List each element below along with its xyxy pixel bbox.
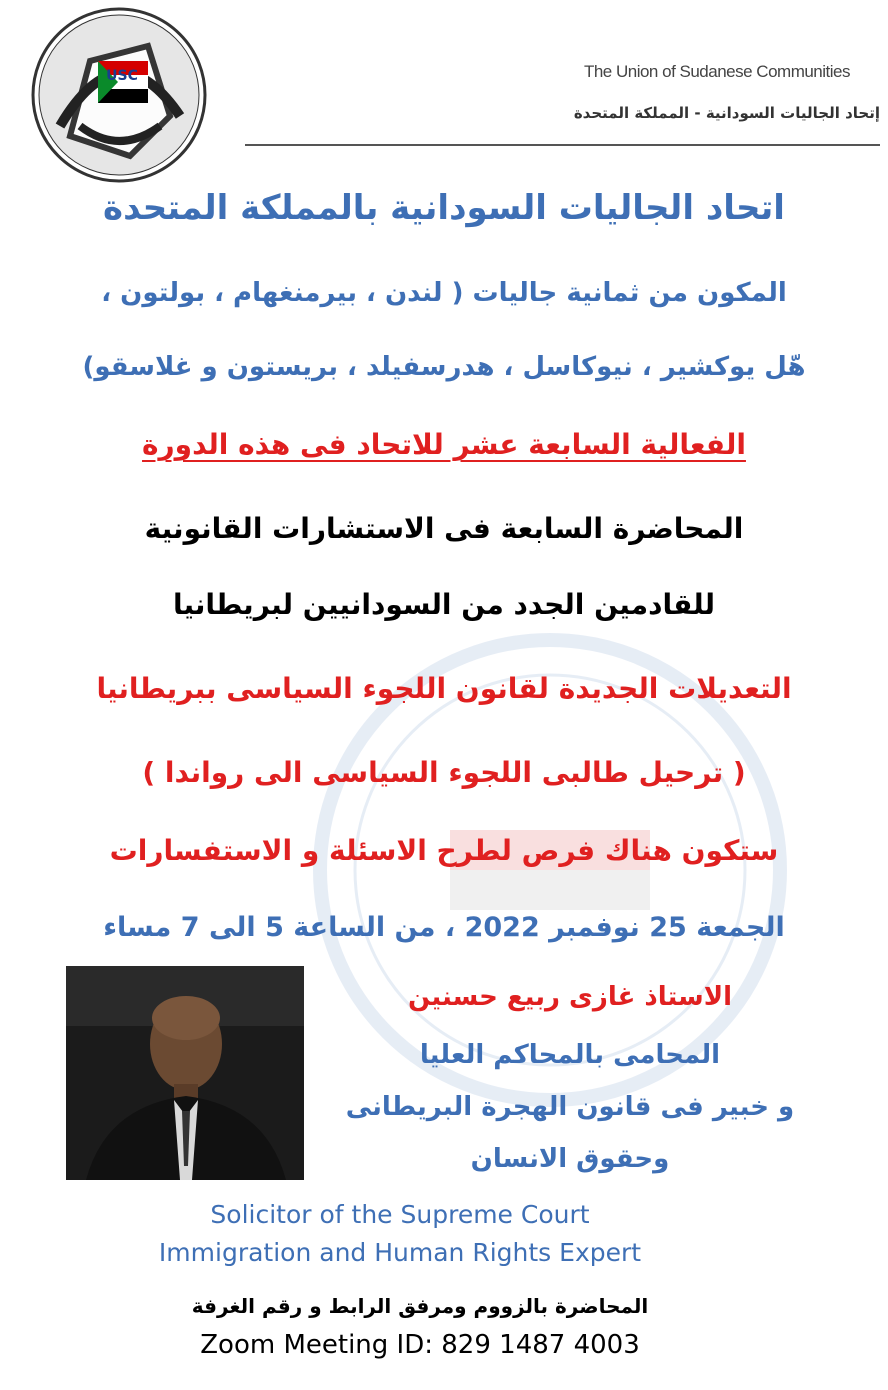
subtitle-line-1: المكون من ثمانية جاليات ( لندن ، بيرمنغهام ، بولتون ،: [101, 278, 787, 308]
qa-line: ستكون هناك فرص لطرح الاسئلة و الاستفسارات: [109, 834, 779, 867]
speaker-role-line-2: و خبير فى قانون الهجرة البريطانى: [345, 1092, 795, 1122]
subtitle-line-2: هّل يوكشير ، نيوكاسل ، هدرسفيلد ، بريستون و غلاسقو): [82, 352, 806, 382]
zoom-note: المحاضرة بالزووم ومرفق الرابط و رقم الغرفة: [191, 1294, 649, 1318]
zoom-meeting-id: Zoom Meeting ID: 829 1487 4003: [200, 1330, 640, 1360]
header-divider: [245, 144, 880, 146]
speaker-role-line-1: المحامى بالمحاكم العليا: [419, 1040, 721, 1070]
speaker-name: الاستاذ غازى ربيع حسنين: [408, 982, 732, 1012]
topic-line-2: ( ترحيل طالبى اللجوء السياسى الى رواندا ): [142, 756, 746, 789]
union-logo: [30, 6, 208, 184]
lecture-line-1: المحاضرة السابعة فى الاستشارات القانونية: [144, 512, 744, 545]
lecture-line-2: للقادمين الجدد من السودانيين لبريطانيا: [172, 588, 716, 621]
speaker-photo: [66, 966, 304, 1180]
speaker-role-line-3: وحقوق الانسان: [470, 1144, 670, 1174]
org-name-ar: إتحاد الجاليات السودانية - المملكة المتحدة: [573, 104, 880, 122]
speaker-role-en-line-2: Immigration and Human Rights Expert: [158, 1238, 642, 1267]
main-title: اتحاد الجاليات السودانية بالمملكة المتحدة: [103, 188, 785, 228]
logo-initials: USC: [106, 68, 138, 84]
event-number: الفعالية السابعة عشر للاتحاد فى هذه الدورة: [142, 428, 746, 461]
org-name-en: The Union of Sudanese Communities: [583, 62, 850, 81]
speaker-role-en-line-1: Solicitor of the Supreme Court: [210, 1200, 590, 1229]
date-line: الجمعة 25 نوفمبر 2022 ، من الساعة 5 الى 7 مساء: [103, 912, 785, 943]
topic-line-1: التعديلات الجديدة لقانون اللجوء السياسى ببريطانيا: [96, 672, 792, 705]
